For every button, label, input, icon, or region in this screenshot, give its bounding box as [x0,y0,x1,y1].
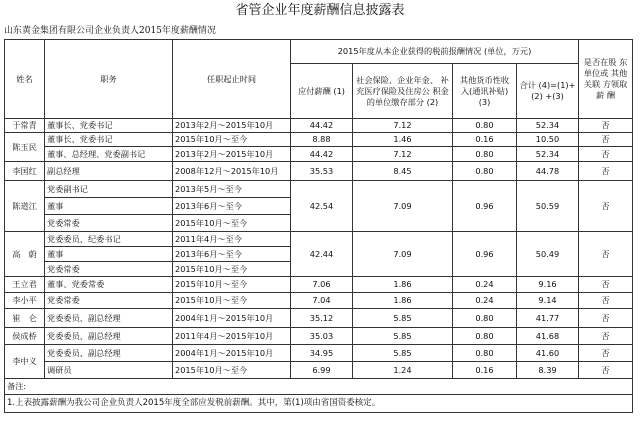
cell-total: 52.34 [517,147,579,162]
table-row [5,119,633,133]
table-row [5,345,633,362]
header-group: 2015年度从本企业获得的税前报酬情况 (单位，万元) [291,40,579,64]
cell-social: 7.12 [353,147,453,162]
cell-term: 2015年10月～至今 [173,362,291,379]
cell-name: 崔 仑 [5,309,45,328]
cell-social: 5.85 [353,345,453,362]
cell-other: 0.16 [453,133,517,147]
cell-shareholder: 否 [579,119,633,133]
cell-position: 调研员 [45,362,173,379]
cell-position: 党委常委 [45,215,173,232]
cell-pay: 44.42 [291,119,353,133]
cell-total: 8.39 [517,362,579,379]
cell-social: 7.09 [353,181,453,232]
remarks-label: 备注: [5,379,633,395]
cell-term: 2015年10月～至今 [173,293,291,309]
cell-term: 2015年10月～至今 [173,277,291,293]
cell-term: 2013年6月～至今 [173,198,291,215]
cell-term: 2015年10月～至今 [173,133,291,147]
header-other: 其他货币性收 入(通讯补贴) (3) [453,64,517,119]
cell-other: 0.80 [453,162,517,181]
cell-social: 7.12 [353,119,453,133]
cell-name: 陈玉民 [5,133,45,162]
header-name: 姓名 [5,40,45,119]
cell-term: 2011年4月～至今 [173,232,291,247]
cell-total: 41.77 [517,309,579,328]
cell-position: 党委常委 [45,293,173,309]
cell-position: 董事、党委常委 [45,277,173,293]
table-row [5,277,633,293]
cell-shareholder: 否 [579,181,633,232]
cell-social: 1.24 [353,362,453,379]
remarks-note: 1.上表披露薪酬为我公司企业负责人2015年度全部应发税前薪酬。其中，第(1)项由省国资委核定。 [5,395,633,413]
cell-position: 副总经理 [45,162,173,181]
table-row [5,162,633,181]
cell-total: 50.59 [517,181,579,232]
cell-name: 陈道江 [5,181,45,232]
cell-total: 9.16 [517,277,579,293]
cell-pay: 35.03 [291,328,353,345]
cell-shareholder: 否 [579,328,633,345]
cell-term: 2004年1月～2015年10月 [173,309,291,328]
cell-total: 10.50 [517,133,579,147]
cell-term: 2011年4月～2015年10月 [173,328,291,345]
cell-term: 2004年1月～2015年10月 [173,345,291,362]
cell-name: 侯成桥 [5,328,45,345]
cell-social: 1.86 [353,293,453,309]
cell-term: 2013年5月～至今 [173,181,291,198]
cell-pay: 35.12 [291,309,353,328]
table-row [5,309,633,328]
cell-term: 2013年2月～2015年10月 [173,119,291,133]
cell-shareholder: 否 [579,345,633,362]
cell-other: 0.24 [453,293,517,309]
cell-other: 0.24 [453,277,517,293]
cell-term: 2013年2月～2015年10月 [173,147,291,162]
cell-other: 0.80 [453,328,517,345]
cell-position: 党委委员、副总经理 [45,345,173,362]
cell-social: 5.85 [353,309,453,328]
header-total: 合计 (4)=(1)+(2) +(3) [517,64,579,119]
cell-name: 李国红 [5,162,45,181]
cell-other: 0.80 [453,345,517,362]
cell-pay: 44.42 [291,147,353,162]
cell-pay: 8.88 [291,133,353,147]
table-row [5,293,633,309]
cell-shareholder: 否 [579,362,633,379]
cell-position: 党委委员、纪委书记 [45,232,173,247]
table-row [5,181,633,198]
cell-term: 2013年6月～至今 [173,247,291,262]
cell-position: 董事长、党委书记 [45,133,173,147]
cell-other: 0.80 [453,309,517,328]
cell-social: 1.86 [353,277,453,293]
table-row [5,133,633,147]
cell-term: 2008年12月～2015年10月 [173,162,291,181]
cell-position: 董事 [45,198,173,215]
cell-other: 0.96 [453,232,517,277]
cell-total: 44.78 [517,162,579,181]
cell-name: 王立君 [5,277,45,293]
cell-name: 李小平 [5,293,45,309]
cell-social: 5.85 [353,328,453,345]
salary-disclosure-table [4,39,633,413]
cell-name: 李中义 [5,345,45,379]
cell-pay: 6.99 [291,362,353,379]
cell-shareholder: 否 [579,277,633,293]
cell-position: 党委委员、副总经理 [45,309,173,328]
cell-shareholder: 否 [579,133,633,147]
cell-position: 董事 [45,247,173,262]
cell-term: 2015年10月～至今 [173,262,291,277]
table-subtitle: 山东黄金集团有限公司企业负责人2015年度薪酬情况 [4,26,216,36]
cell-total: 9.14 [517,293,579,309]
cell-shareholder: 否 [579,147,633,162]
table-row [5,147,633,162]
cell-social: 7.09 [353,232,453,277]
header-term: 任职起止时间 [173,40,291,119]
cell-position: 党委委员、副总经理 [45,328,173,345]
table-row [5,328,633,345]
cell-pay: 7.06 [291,277,353,293]
header-position: 职务 [45,40,173,119]
cell-position: 党委副书记 [45,181,173,198]
cell-term: 2015年10月～至今 [173,215,291,232]
cell-pay: 42.44 [291,232,353,277]
header-shareholder: 是否在股 东单位或 其他关联 方领取薪 酬 [579,40,633,119]
cell-pay: 42.54 [291,181,353,232]
cell-total: 50.49 [517,232,579,277]
cell-shareholder: 否 [579,162,633,181]
cell-other: 0.96 [453,181,517,232]
cell-other: 0.80 [453,147,517,162]
cell-total: 41.60 [517,345,579,362]
cell-position: 董事长、党委书记 [45,119,173,133]
cell-name: 高 蔚 [5,232,45,277]
cell-name: 于常青 [5,119,45,133]
table-row [5,362,633,379]
cell-other: 0.16 [453,362,517,379]
cell-total: 52.34 [517,119,579,133]
header-pay: 应付薪酬 (1) [291,64,353,119]
cell-shareholder: 否 [579,232,633,277]
cell-shareholder: 否 [579,309,633,328]
page-title: 省管企业年度薪酬信息披露表 [235,3,405,18]
cell-position: 党委常委 [45,262,173,277]
cell-shareholder: 否 [579,293,633,309]
cell-pay: 35.53 [291,162,353,181]
cell-social: 1.46 [353,133,453,147]
header-social: 社会保险、企业年金、 补充医疗保险及住房公 积金的单位缴存部分 (2) [353,64,453,119]
cell-social: 8.45 [353,162,453,181]
cell-total: 41.68 [517,328,579,345]
table-row [5,232,633,247]
cell-pay: 7.04 [291,293,353,309]
cell-other: 0.80 [453,119,517,133]
cell-pay: 34.95 [291,345,353,362]
cell-position: 董事、总经理、党委副书记 [45,147,173,162]
